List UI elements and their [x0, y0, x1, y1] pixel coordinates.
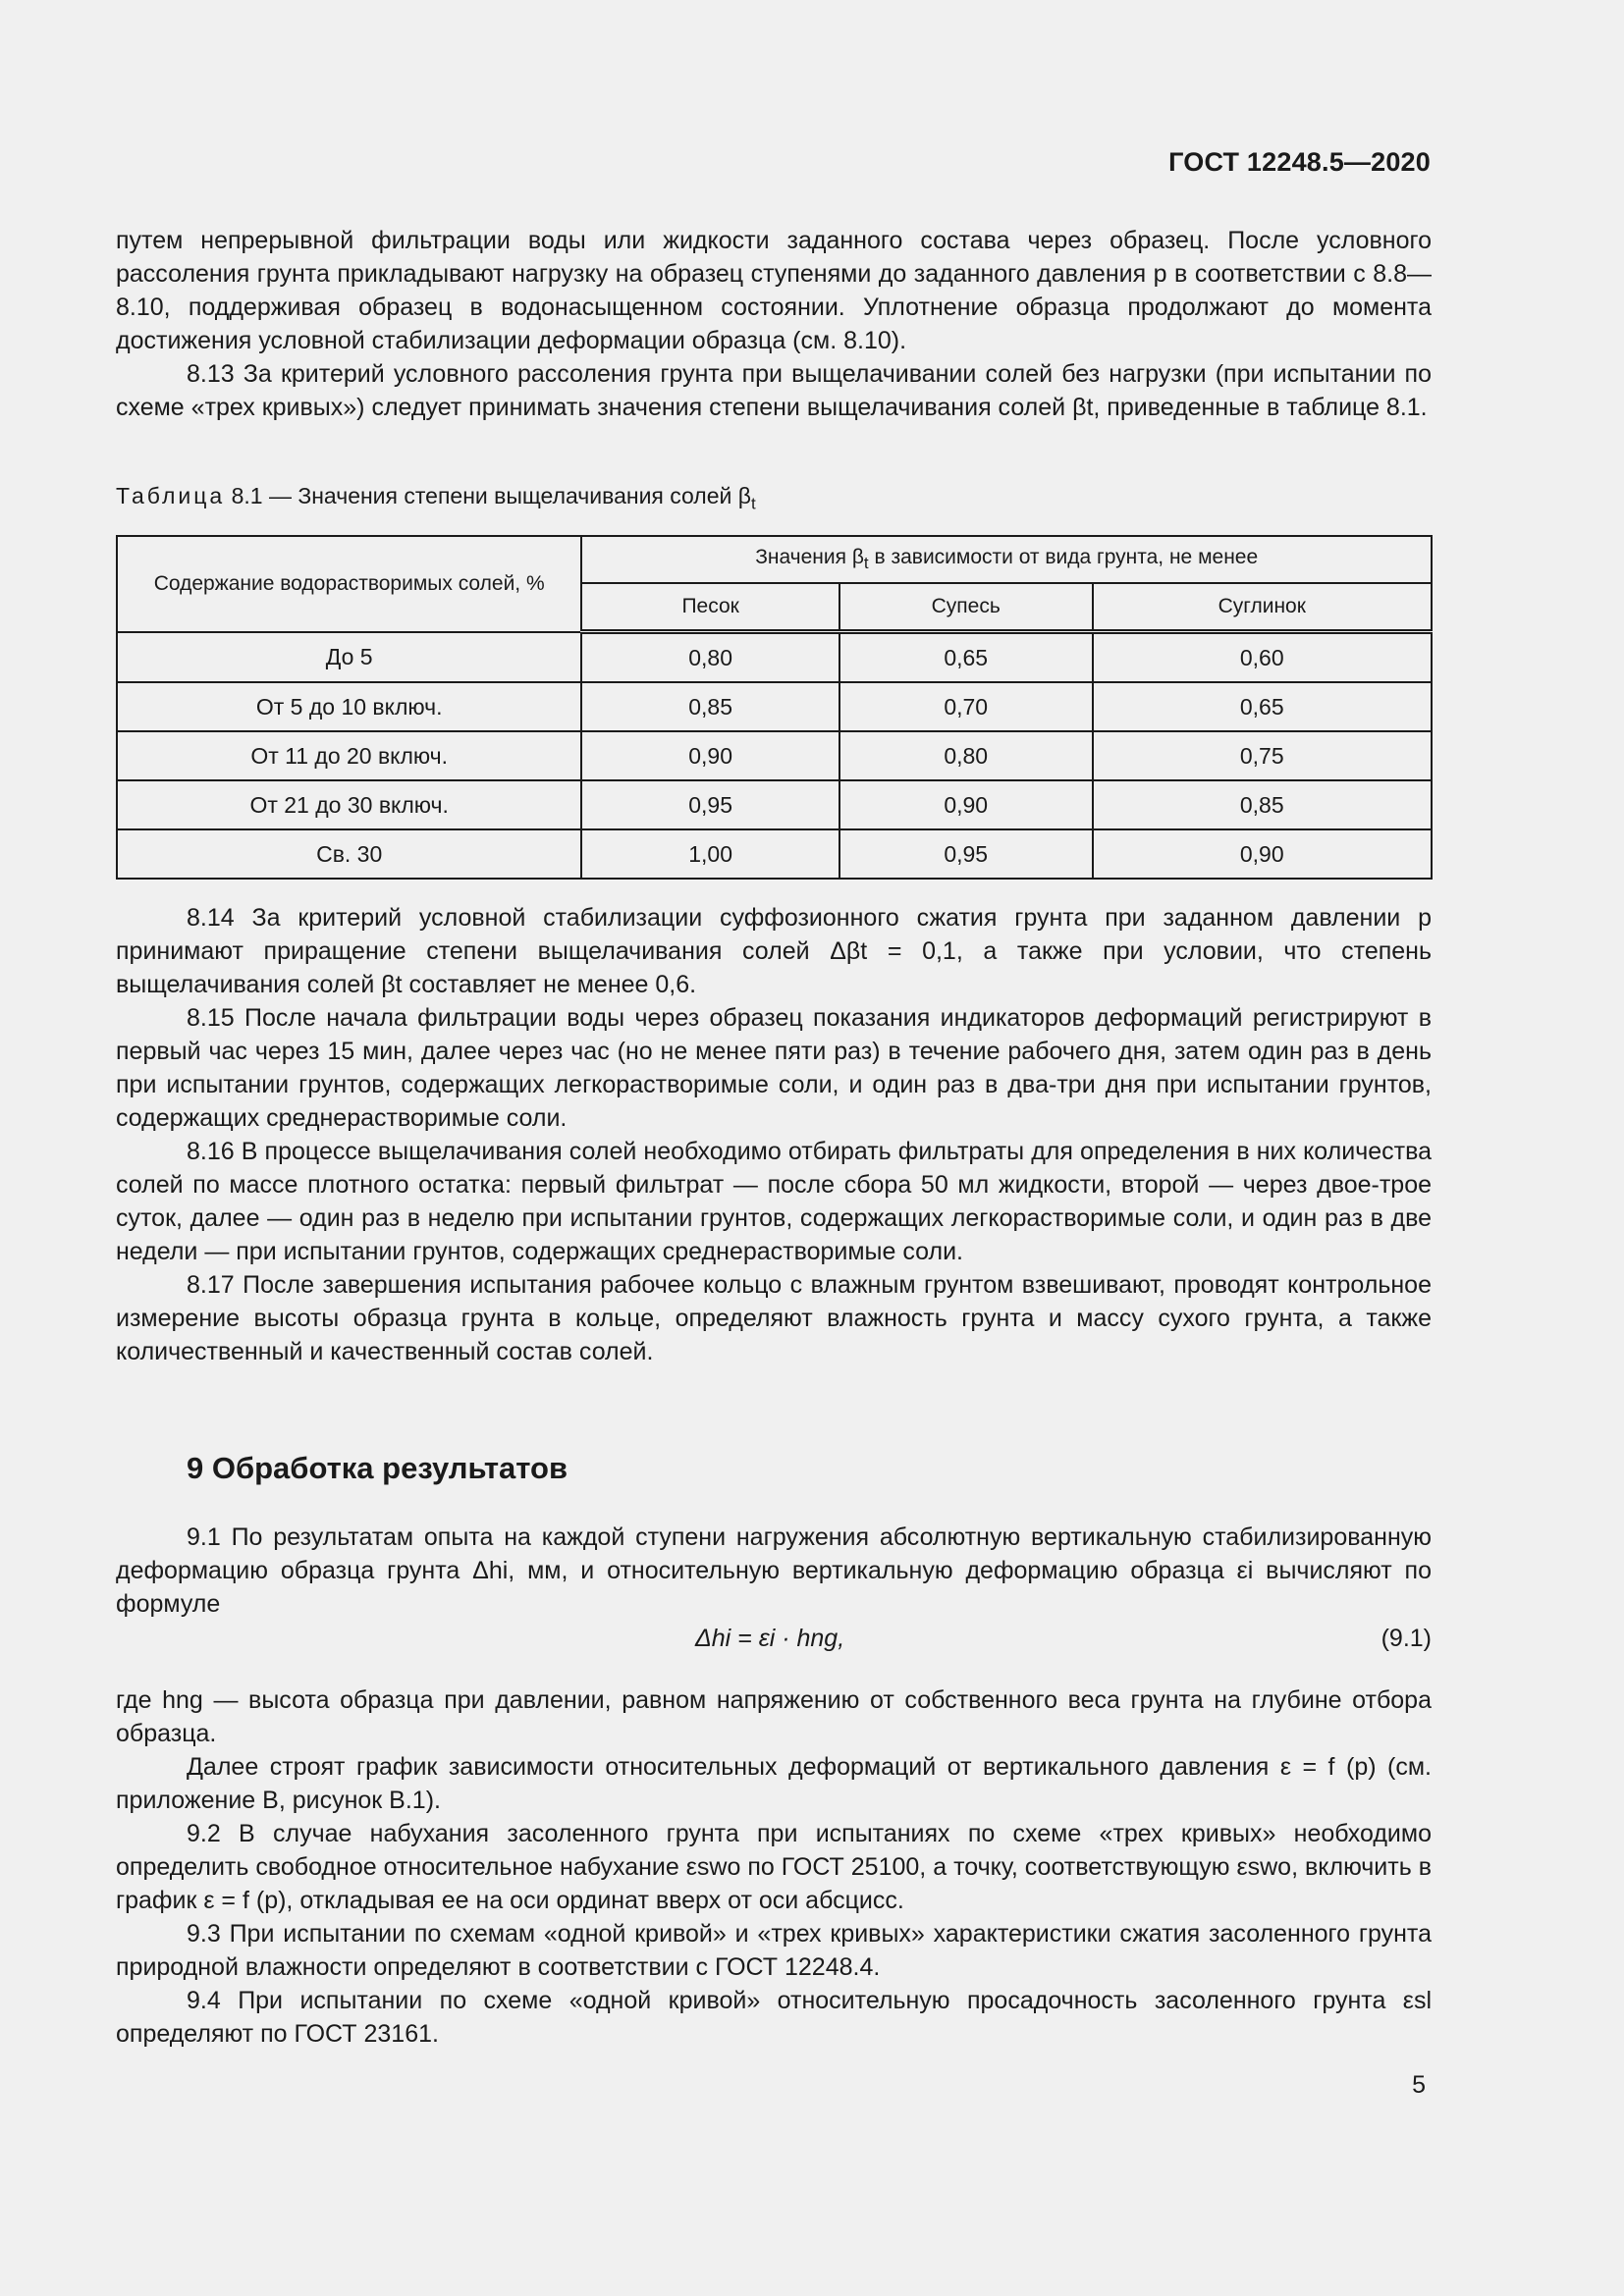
paragraph-9-1: 9.1 По результатам опыта на каждой ступени нагружения абсолютную вертикальную стабилизированную деформацию образца грунта Δhi, мм, и относительную вертикальную деформацию образца εi вычисляют по формуле [116, 1523, 1432, 1618]
table-caption [116, 483, 756, 514]
table-caption-sub: t [750, 494, 756, 513]
paragraph-8-13: 8.13 За критерий условного рассоления грунта при выщелачивании солей без нагрузки (при испытании по схеме «трех кривых») следует принимать значения степени выщелачивания солей βt, приведенные в таблице 8.1. [116, 360, 1432, 421]
table-cell: До 5 [117, 632, 581, 683]
col-header-group-sub: t [863, 554, 869, 573]
col-header-salt-content: Содержание водорастворимых солей, % [117, 536, 581, 632]
formula-9-1 [116, 1625, 1432, 1658]
col-header-group-post: в зависимости от вида грунта, не менее [868, 545, 1259, 568]
section-heading: 9 Обработка результатов [187, 1451, 568, 1485]
col-header-loam: Суглинок [1093, 583, 1432, 632]
paragraph-9-3: 9.3 При испытании по схемам «одной кривой» и «трех кривых» характеристики сжатия засоленного грунта природной влажности определяют в соответствии с ГОСТ 12248.4. [116, 1920, 1432, 1981]
paragraph-9-4: 9.4 При испытании по схеме «одной кривой» относительную просадочность засоленного грунта εsl определяют по ГОСТ 23161. [116, 1987, 1432, 2048]
table-cell: 0,95 [839, 829, 1093, 879]
table-8-1 [116, 535, 1433, 880]
where-block [116, 1683, 1432, 1750]
col-header-group [581, 536, 1432, 583]
text-block-9-1 [116, 1521, 1432, 1621]
paragraph: путем непрерывной фильтрации воды или жидкости заданного состава через образец. После условного рассоления грунта прикладывают нагрузку на образец ступенями до заданного давления p в соответствии с 8.8—8.10, поддерживая образец в водонасыщенном состоянии. Уплотнение образца продолжают до момента достижения условной стабилизации деформации образца (см. 8.10). [116, 227, 1432, 354]
table-cell: 0,90 [1093, 829, 1432, 879]
table-row [117, 731, 1432, 780]
table-cell: От 21 до 30 включ. [117, 780, 581, 829]
table-cell: Св. 30 [117, 829, 581, 879]
text-block-middle [116, 901, 1432, 1368]
table-cell: 1,00 [581, 829, 839, 879]
table-cell: 0,65 [839, 632, 1093, 683]
document-header: ГОСТ 12248.5—2020 [1168, 147, 1431, 177]
table-row [117, 780, 1432, 829]
paragraph-8-14: 8.14 За критерий условной стабилизации суффозионного сжатия грунта при заданном давлении p принимают приращение степени выщелачивания солей Δβt = 0,1, а также при условии, что степень выщелачивания солей βt составляет не менее 0,6. [116, 904, 1432, 998]
table-cell: 0,80 [581, 632, 839, 683]
table-cell: 0,65 [1093, 682, 1432, 731]
table-row [117, 682, 1432, 731]
formula-expression: Δhi = εi · hng, [695, 1625, 845, 1652]
table-cell: 0,90 [581, 731, 839, 780]
table-row [117, 632, 1432, 683]
where-definition: где hng — высота образца при давлении, равном напряжению от собственного веса грунта на глубине отбора образца. [116, 1686, 1432, 1747]
col-header-sandy-loam: Супесь [839, 583, 1093, 632]
table-cell: 0,80 [839, 731, 1093, 780]
table-cell: 0,90 [839, 780, 1093, 829]
page-number: 5 [1412, 2071, 1426, 2099]
col-header-sand: Песок [581, 583, 839, 632]
col-header-group-pre: Значения β [755, 545, 864, 568]
table-cell: От 11 до 20 включ. [117, 731, 581, 780]
formula-number: (9.1) [1380, 1625, 1432, 1652]
table-row [117, 829, 1432, 879]
table-cell: 0,95 [581, 780, 839, 829]
table-cell: 0,85 [581, 682, 839, 731]
paragraph-8-17: 8.17 После завершения испытания рабочее кольцо с влажным грунтом взвешивают, проводят контрольное измерение высоты образца грунта в кольце, определяют влажность грунта и массу сухого грунта, а также количественный и качественный состав солей. [116, 1271, 1432, 1365]
paragraph-8-16: 8.16 В процессе выщелачивания солей необходимо отбирать фильтраты для определения в них количества солей по массе плотного остатка: первый фильтрат — после сбора 50 мл жидкости, второй — через двое-трое суток, далее — один раз в неделю при испытании грунтов, содержащих легкорастворимые соли, и один раз в две недели — при испытании грунтов, содержащих среднерастворимые соли. [116, 1138, 1432, 1265]
table-cell: От 5 до 10 включ. [117, 682, 581, 731]
table-cell: 0,85 [1093, 780, 1432, 829]
paragraph-graph: Далее строят график зависимости относительных деформаций от вертикального давления ε = f (p) (см. приложение В, рисунок В.1). [116, 1753, 1432, 1814]
paragraph-8-15: 8.15 После начала фильтрации воды через образец показания индикаторов деформаций регистрируют в первый час через 15 мин, далее через час (но не менее пяти раз) в течение рабочего дня, затем один раз в день при испытании грунтов, содержащих легкорастворимые соли, и один раз в двa-три дня при испытании грунтов, содержащих среднерастворимые соли. [116, 1004, 1432, 1132]
table-cell: 0,60 [1093, 632, 1432, 683]
table-cell: 0,70 [839, 682, 1093, 731]
text-block-bottom [116, 1750, 1432, 2051]
text-block-top [116, 224, 1432, 424]
table-cell: 0,75 [1093, 731, 1432, 780]
table-caption-word: Таблица [116, 483, 226, 508]
table-caption-text: 8.1 — Значения степени выщелачивания солей β [225, 483, 751, 508]
paragraph-9-2: 9.2 В случае набухания засоленного грунта при испытаниях по схеме «трех кривых» необходимо определить свободное относительное набухание εswo по ГОСТ 25100, а точку, соответствующую εswo, включить в график ε = f (p), откладывая ее на оси ординат вверх от оси абсцисс. [116, 1820, 1432, 1914]
